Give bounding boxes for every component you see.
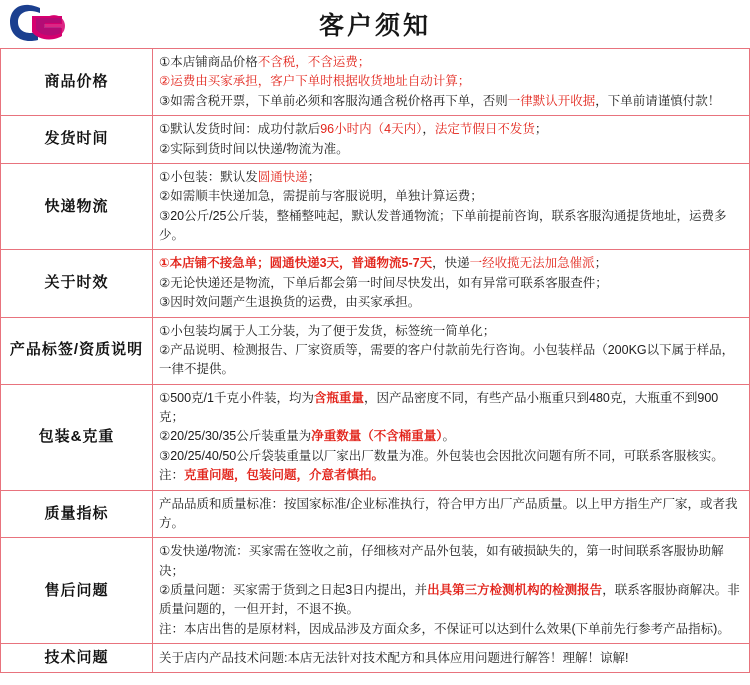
table-row: [1, 538, 750, 644]
content-line: [159, 92, 743, 111]
content-text: 含瓶重量: [314, 390, 365, 405]
content-text: 。: [442, 429, 456, 444]
row-content: [153, 317, 750, 384]
table-row: [1, 116, 750, 164]
content-text: ；: [534, 122, 548, 137]
row-label: 包装&克重: [1, 384, 153, 490]
content-text: 产品品质和质量标准：按国家标准/企业标准执行，符合甲方出厂产品质量。以上甲方指生产厂家，或者我方。: [159, 496, 738, 530]
content-text: 注：本店出售的是原材料，因成品涉及方面众多，不保证可以达到什么效果(下单前先行参考产品指标)。: [159, 621, 730, 636]
table-row: [1, 490, 750, 538]
content-line: [159, 293, 743, 312]
notice-table: [0, 48, 750, 673]
content-text: ，快递: [432, 256, 470, 271]
row-content: [153, 250, 750, 317]
content-text: ②如需顺丰快递加急，需提前与客服说明，单独计算运费；: [159, 189, 483, 204]
table-row: [1, 250, 750, 317]
content-text: ①小包装均属于人工分装，为了便于发货，标签统一简单化；: [159, 323, 496, 338]
content-text: 注：: [159, 468, 185, 483]
content-text: 圆通快递3天，普通物流5-7天: [269, 256, 433, 271]
row-label: 产品标签/资质说明: [1, 317, 153, 384]
content-line: [159, 649, 743, 668]
row-label: 售后问题: [1, 538, 153, 644]
table-row: [1, 317, 750, 384]
content-line: [159, 72, 743, 91]
table-row: [1, 163, 750, 250]
content-text: ③如需含税开票，下单前必须和客服沟通含税价格再下单，否则: [159, 93, 508, 108]
row-label: 商品价格: [1, 49, 153, 116]
content-line: [159, 322, 743, 341]
content-line: [159, 187, 743, 206]
content-text: ①本店铺商品价格: [159, 55, 258, 69]
content-line: [159, 427, 743, 446]
row-content: [153, 49, 750, 116]
table-row: [1, 644, 750, 673]
table-row: [1, 384, 750, 490]
content-text: ②质量问题：买家需于货到之日起3日内提出，并: [159, 583, 428, 597]
content-text: ，下单前请谨慎付款！: [595, 93, 721, 108]
content-line: [159, 274, 743, 293]
notice-table-body: [1, 49, 750, 673]
content-text: ②实际到货时间以快递/物流为准。: [159, 141, 349, 156]
content-text: ②20/25/30/35公斤装重量为: [159, 429, 312, 444]
content-text: ；: [307, 169, 321, 184]
content-text: ②产品说明、检测报告、厂家资质等，需要的客户付款前先行咨询。小包装样品（200KG以下属于样品，一律不提供。: [159, 342, 735, 377]
content-line: [159, 53, 743, 72]
row-content: [153, 644, 750, 673]
page-title: 客户须知: [318, 11, 431, 40]
row-label: 质量指标: [1, 490, 153, 538]
content-text: 出具第三方检测机构的检测报告: [427, 583, 603, 597]
content-line: [159, 140, 743, 159]
content-text: 法定节假日不发货: [434, 122, 535, 137]
content-text: ①默认发货时间：成功付款后: [159, 122, 321, 137]
content-line: [159, 542, 743, 581]
content-text: 一律默认开收据: [507, 93, 596, 108]
content-line: [159, 447, 743, 466]
row-label: 快递物流: [1, 163, 153, 250]
content-text: 圆通快递: [257, 169, 308, 184]
row-content: [153, 116, 750, 164]
content-line: [159, 341, 743, 380]
content-text: 净重数量（不含桶重量）: [311, 429, 443, 444]
content-text: ①发快递/物流：买家需在签收之前，仔细核对产品外包装，如有破损缺失的，第一时间联系客服协助解决；: [159, 544, 724, 578]
content-text: ②无论快递还是物流，下单后都会第一时间尽快发出，如有异常可联系客服查件；: [159, 275, 608, 290]
content-line: [159, 120, 743, 139]
row-content: [153, 384, 750, 490]
content-line: [159, 581, 743, 620]
content-text: ②运费由买家承担，客户下单时根据收货地址自动计算；: [159, 74, 471, 89]
content-line: [159, 495, 743, 534]
content-line: [159, 207, 743, 246]
row-label: 技术问题: [1, 644, 153, 673]
content-text: ，因产品密度不同，有些产品小瓶重只到480克，大瓶重不到900克；: [159, 390, 719, 424]
content-text: ，联系客服协商解决。非质量问题的，一但开封，不退不换。: [159, 583, 740, 617]
content-line: [159, 466, 743, 485]
content-line: [159, 389, 743, 428]
content-text: 不含税，不含运费；: [257, 55, 371, 69]
content-text: ③因时效问题产生退换货的运费，由买家承担。: [159, 295, 421, 310]
content-text: ①500克/1千克小件装，均为: [159, 390, 314, 405]
document-header: [0, 0, 750, 48]
content-text: 一经收揽无法加急催派: [469, 256, 595, 271]
content-text: ③20公斤/25公斤装，整桶整吨起，默认发普通物流；下单前提前咨询，联系客服沟通提货地址，运费多少。: [159, 208, 727, 242]
row-content: [153, 163, 750, 250]
content-text: ①小包装：默认发: [159, 169, 258, 184]
content-line: [159, 254, 743, 273]
content-text: ，: [422, 122, 435, 137]
content-line: [159, 168, 743, 187]
content-text: 关于店内产品技术问题:本店无法针对技术配方和具体应用问题进行解答！理解！谅解!: [159, 650, 629, 665]
row-content: [153, 538, 750, 644]
content-text: ③20/25/40/50公斤袋装重量以厂家出厂数量为准。外包装也会因批次问题有所不同，可联系客服核实。: [159, 448, 724, 463]
content-text: ①本店铺不接急单；: [159, 256, 270, 271]
row-label: 关于时效: [1, 250, 153, 317]
content-text: 96小时内（4天内）: [320, 122, 423, 137]
content-text: 克重问题，包装问题，介意者慎拍。: [184, 468, 385, 483]
row-content: [153, 490, 750, 538]
content-text: ；: [594, 256, 608, 271]
content-line: [159, 620, 743, 639]
table-row: [1, 49, 750, 116]
row-label: 发货时间: [1, 116, 153, 164]
